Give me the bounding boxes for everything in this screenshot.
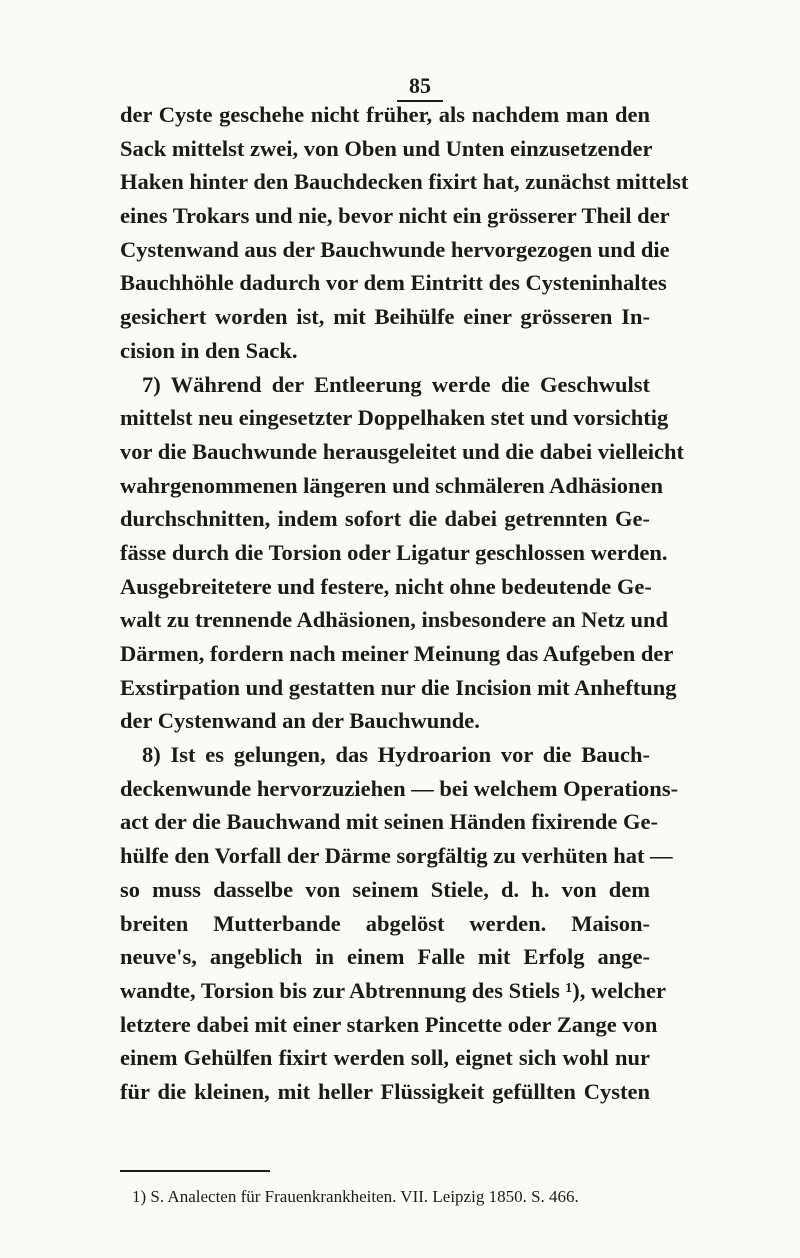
text-line: letztere dabei mit einer starken Pincette oder Zange von — [120, 1011, 658, 1037]
text-line: so muss dasselbe von seinem Stiele, d. h. von dem — [120, 876, 650, 902]
text-line: vor die Bauchwunde herausgeleitet und die dabei vielleicht — [120, 438, 684, 464]
body-text — [120, 98, 689, 1109]
text-line: Exstirpation und gestatten nur die Incision mit Anheftung — [120, 674, 677, 700]
text-line: gesichert worden ist, mit Beihülfe einer grösseren In- — [120, 304, 650, 330]
text-line: wahrgenommenen längeren und schmäleren Adhäsionen — [120, 472, 663, 498]
text-line: Sack mittelst zwei, von Oben und Unten einzusetzender — [120, 135, 653, 161]
text-line: für die kleinen, mit heller Flüssigkeit gefüllten Cysten — [120, 1078, 650, 1104]
text-line: hülfe den Vorfall der Därme sorgfältig zu verhüten hat — — [120, 843, 673, 869]
text-line: durchschnitten, indem sofort die dabei getrennten Ge- — [120, 506, 650, 532]
text-line: der Cyste geschehe nicht früher, als nachdem man den — [120, 102, 650, 127]
page-number: 85 — [0, 74, 800, 98]
text-line: act der die Bauchwand mit seinen Händen fixirende Ge- — [120, 809, 658, 835]
text-line: cision in den Sack. — [120, 337, 298, 363]
text-line: Ausgebreitetere und festere, nicht ohne bedeutende Ge- — [120, 573, 652, 599]
text-line: neuve's, angeblich in einem Falle mit Erfolg ange- — [120, 944, 650, 970]
text-line: Därmen, fordern nach meiner Meinung das Aufgeben der — [120, 641, 674, 666]
text-line: Haken hinter den Bauchdecken fixirt hat, zunächst mittelst — [120, 169, 689, 195]
text-line: 7) Während der Entleerung werde die Geschwulst — [142, 371, 650, 397]
text-line: breiten Mutterbande abgelöst werden. Maison- — [120, 910, 650, 936]
text-line: Cystenwand aus der Bauchwunde hervorgezogen und die — [120, 236, 670, 262]
text-line: der Cystenwand an der Bauchwunde. — [120, 708, 480, 734]
footnote-divider — [120, 1170, 270, 1172]
text-line: wandte, Torsion bis zur Abtrennung des Stiels ¹), welcher — [120, 977, 666, 1003]
text-line: 8) Ist es gelungen, das Hydroarion vor die Bauch- — [142, 742, 650, 768]
text-line: einem Gehülfen fixirt werden soll, eignet sich wohl nur — [120, 1045, 650, 1071]
text-line: deckenwunde hervorzuziehen — bei welchem Operations- — [120, 775, 679, 801]
text-line: Bauchhöhle dadurch vor dem Eintritt des Cysteninhaltes — [120, 270, 667, 296]
text-line: fässe durch die Torsion oder Ligatur geschlossen werden. — [120, 539, 668, 565]
text-line: walt zu trennende Adhäsionen, insbesondere an Netz und — [120, 607, 669, 633]
text-line: mittelst neu eingesetzter Doppelhaken stet und vorsichtig — [120, 405, 669, 431]
text-line: eines Trokars und nie, bevor nicht ein grösserer Theil der — [120, 203, 670, 229]
footnote: 1) S. Analecten für Frauenkrankheiten. VII. Leipzig 1850. S. 466. — [132, 1187, 579, 1206]
